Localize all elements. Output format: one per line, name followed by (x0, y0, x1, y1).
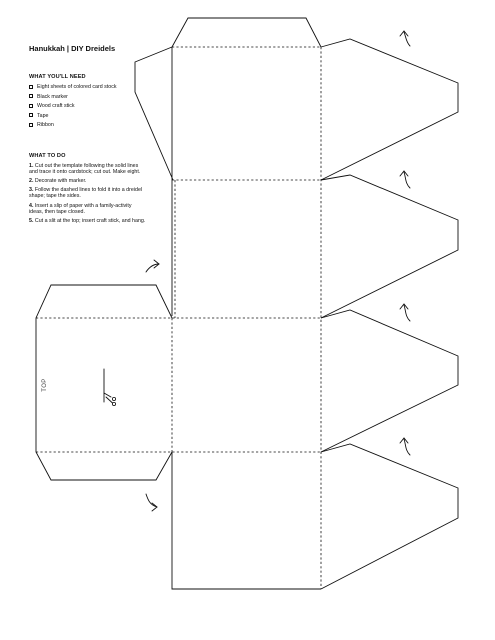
top-flap-outline (135, 47, 173, 180)
curved-arrow-icon (400, 171, 410, 188)
top-label: TOP (42, 378, 48, 392)
side-flap-3-outline (321, 310, 458, 452)
side-flap-4-outline (321, 444, 458, 589)
step-text: Cut out the template following the solid lines and trace it onto cardstock; cut out. Make eight. (29, 162, 141, 175)
step-text: Follow the dashed lines to fold it into a dreidel shape; tape the sides. (29, 187, 143, 200)
curved-arrow-icon (400, 438, 410, 455)
step-number: 1. (29, 162, 34, 169)
curved-arrow-icon (146, 260, 159, 272)
curved-arrow-icon (400, 304, 410, 321)
curved-arrow-icon (400, 31, 410, 46)
scissors-icon (104, 369, 116, 406)
step-text: Insert a slip of paper with a family-activity ideas, then tape closed. (29, 202, 132, 215)
curved-arrow-icon (146, 494, 157, 511)
step-text: Cut a slit at the top; insert craft stick, and hang. (34, 218, 146, 224)
material-label: Black marker (37, 93, 68, 100)
step-text: Decorate with marker. (34, 177, 87, 184)
material-label: Ribbon (37, 122, 54, 129)
material-label: Tape (37, 112, 49, 119)
step-number: 3. (29, 187, 34, 194)
step-number: 5. (29, 218, 34, 224)
material-label: Wood craft stick (37, 103, 75, 110)
step-number: 4. (29, 202, 34, 209)
top-cap-outline (172, 18, 321, 47)
side-flap-1-outline (321, 39, 458, 180)
material-label: Eight sheets of colored card stock (37, 84, 117, 90)
steps-heading: WHAT TO DO (29, 152, 66, 159)
cut-outline (36, 18, 458, 589)
bottom-edge-outline (172, 452, 321, 589)
materials-heading: WHAT YOU'LL NEED (29, 74, 86, 80)
fold-lines (36, 47, 321, 589)
side-flap-2-outline (321, 175, 458, 318)
step-number: 2. (29, 177, 34, 184)
page-title: Hanukkah | DIY Dreidels (29, 44, 116, 53)
